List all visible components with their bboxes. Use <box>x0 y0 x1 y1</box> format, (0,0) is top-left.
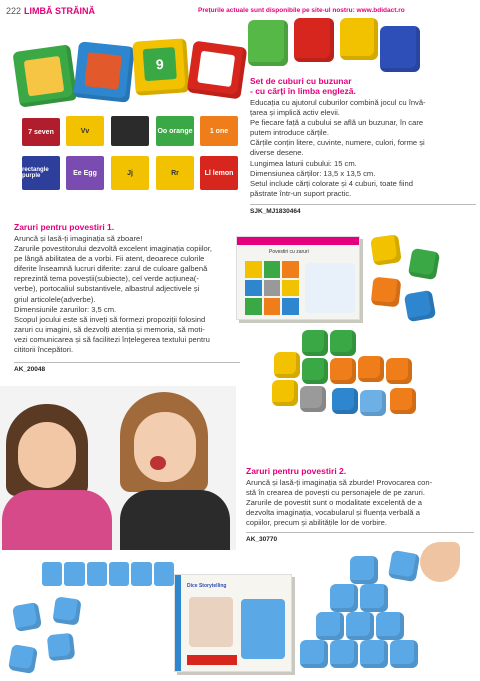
product1-line: țarea și implică activ elevii. <box>250 108 340 118</box>
product2-line: verbe), portocaliul substantivele, albastrul adjectivele și <box>14 284 200 294</box>
die-blue <box>330 640 358 668</box>
product1-line: Dimensiunea cărților: 13,5 x 13,5 cm. <box>250 168 376 178</box>
product3-line: Zarurile de povestit sunt o modalitate excelentă de a <box>246 498 423 508</box>
die-blue <box>388 550 420 582</box>
product1-line: diverse desene. <box>250 148 304 158</box>
die-blue <box>376 612 404 640</box>
die-blue <box>350 556 378 584</box>
fabric-cube-yellow: 9 <box>132 38 190 96</box>
product1-line: Lungimea laturii cubului: 15 cm. <box>250 158 357 168</box>
page-header <box>6 6 95 16</box>
product1-title <box>250 76 356 96</box>
die-blue <box>360 390 386 416</box>
card: Oo orange <box>156 116 194 146</box>
hand-image <box>420 542 460 582</box>
product3-box <box>174 574 292 672</box>
card: Vv <box>66 116 104 146</box>
die-yellow <box>272 380 298 406</box>
die-green <box>330 330 356 356</box>
die-blue <box>346 612 374 640</box>
product3-line: dezvolta imaginația, vocabularul și fluența verbală a <box>246 508 420 518</box>
product2-line: Aruncă și lasă-ți imaginația să zboare! <box>14 234 143 243</box>
fabric-cube-red <box>187 40 248 99</box>
die-yellow <box>370 234 402 266</box>
die-blue <box>52 596 81 625</box>
product2-box-title: Povestiri cu zaruri <box>269 249 309 255</box>
product3-code: AK_30770 <box>246 536 278 543</box>
card <box>111 116 149 146</box>
die-grey <box>300 386 326 412</box>
product2-line: Dimensiunile zarurilor: 3,5 cm. <box>14 304 117 314</box>
product1-line: Cărțile conțin litere, cuvinte, numere, culori, forme și <box>250 138 425 148</box>
fabric-cube-green <box>12 44 77 108</box>
product1-title-line2: - cu cărți în limba engleză. <box>250 86 356 96</box>
die-blue <box>360 640 388 668</box>
die-blue <box>360 584 388 612</box>
product1-divider <box>250 204 476 205</box>
product2-line: Scopul jocului este să inveți să formezi propoziții folosind <box>14 314 206 324</box>
card: 7 seven <box>22 118 60 146</box>
product2-line: pe lângă abilitatea de a vorbi. Fii atent, deoarece culorile <box>14 254 205 264</box>
product1-line: Educația cu ajutorul cuburilor combină jocul cu învă- <box>250 98 426 107</box>
die-green <box>302 358 328 384</box>
card: Ee Egg <box>66 156 104 190</box>
die-orange <box>390 388 416 414</box>
product2-divider <box>14 362 240 363</box>
die-orange <box>358 356 384 382</box>
die-blue <box>12 602 42 632</box>
children-photo <box>0 386 236 550</box>
product2-description <box>14 234 240 355</box>
product2-line: reprezintă tema poveștii(subiecte), cel verde acțiunea(- <box>14 274 199 284</box>
product1-line: Pe fiecare față a cubului se află un buzunar, în care <box>250 118 424 128</box>
product1-title-line1: Set de cuburi cu buzunar <box>250 76 352 86</box>
card: 1 one <box>200 116 238 146</box>
fabric-cube-blue <box>73 41 135 103</box>
product2-line: griul articolele(adverbe). <box>14 294 96 304</box>
die-green <box>302 330 328 356</box>
product1-line: Setul include cărți colorate și 4 cuburi, toate fiind <box>250 178 413 188</box>
product2-line: vezi comunicarea și să facilitezi înțelegerea textului pentru <box>14 334 210 344</box>
product3-divider <box>246 532 474 533</box>
plain-cube-blue <box>380 26 420 72</box>
product3-line: stă în crearea de povești cu personajele de pe zaruri. <box>246 488 425 498</box>
product3-line: copiilor, precum și abilitățile lor de vorbire. <box>246 518 387 528</box>
product2-line: cititorii începători. <box>14 345 74 355</box>
plain-cube-yellow <box>340 18 378 60</box>
product3-dice-row <box>42 562 174 586</box>
card: Rr <box>156 156 194 190</box>
product2-line: zaruri cu imagini, să dezvolți atenția și memoria, să moti- <box>14 324 205 334</box>
section-title: LIMBĂ STRĂINĂ <box>24 6 96 16</box>
page-number: 222 <box>6 6 22 16</box>
die-blue <box>390 640 418 668</box>
die-yellow <box>274 352 300 378</box>
card: Ll lemon <box>200 156 238 190</box>
product3-line: Aruncă și lasă-ți imaginația să zburde! Provocarea con- <box>246 478 433 487</box>
die-blue <box>332 388 358 414</box>
product3-title: Zaruri pentru povestiri 2. <box>246 466 347 476</box>
price-note: Prețurile actuale sunt disponibile pe site-ul nostru: www.bdidact.ro <box>198 7 405 14</box>
die-orange <box>371 277 402 308</box>
product1-code: SJK_MJ1830464 <box>250 208 301 215</box>
die-blue <box>404 290 436 322</box>
die-blue <box>330 584 358 612</box>
product1-line: păstrate într-un suport practic. <box>250 188 352 198</box>
product3-box-title: Dice Storytelling <box>187 583 227 589</box>
die-orange <box>386 358 412 384</box>
card: Jj <box>111 156 149 190</box>
die-green <box>408 248 440 280</box>
product2-title: Zaruri pentru povestiri 1. <box>14 222 115 232</box>
plain-cube-green <box>248 20 288 66</box>
die-orange <box>330 358 356 384</box>
product2-line: diferite înseamnă lucruri diferite: zarul de culoare galbenă <box>14 264 208 274</box>
die-blue <box>47 633 76 662</box>
die-blue <box>300 640 328 668</box>
product1-line: putem introduce cărțile. <box>250 128 329 138</box>
product2-box <box>236 236 360 320</box>
card: rectangle purple <box>22 156 60 190</box>
product1-description <box>250 98 476 199</box>
product2-line: Zarurile povestitorului dezvoltă excelent imaginația copiilor, <box>14 244 212 254</box>
product3-description <box>246 478 474 528</box>
product2-code: AK_20048 <box>14 366 46 373</box>
die-blue <box>8 644 38 674</box>
plain-cube-red <box>294 18 334 62</box>
die-blue <box>316 612 344 640</box>
